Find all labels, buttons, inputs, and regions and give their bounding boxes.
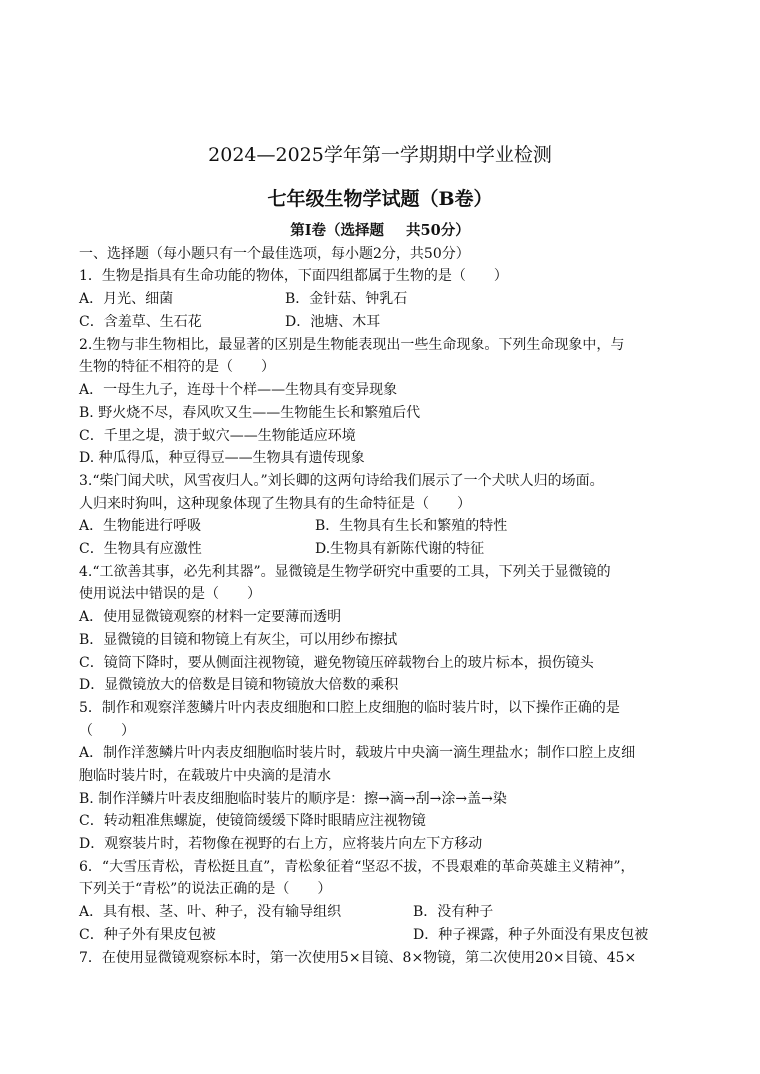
q6-stem-line-2: 下列关于“青松”的说法正确的是（ ） xyxy=(79,881,332,897)
q2-option-a: A．一母生九子，连母十个样——生物具有变异现象 xyxy=(79,382,398,398)
q3-options-row-2 xyxy=(79,539,485,559)
q3-stem-line-2: 人归来时狗叫，这种现象体现了生物具有的生命特征是（ ） xyxy=(79,496,471,512)
q5-stem-line-1: 5．制作和观察洋葱鳞片叶内表皮细胞和口腔上皮细胞的临时装片时，以下操作正确的是 xyxy=(79,700,620,716)
q3-option-a: A．生物能进行呼吸 xyxy=(79,518,202,534)
q1-option-c: C．含羞草、生石花 xyxy=(79,314,202,330)
q1-options-row-1 xyxy=(79,289,408,309)
q3-stem-line-1: 3.“柴门闻犬吠，风雪夜归人。”刘长卿的这两句诗给我们展示了一个犬吠人归的场面。 xyxy=(79,473,604,489)
q2-option-b: B. 野火烧不尽，春风吹又生——生物能生长和繁殖后代 xyxy=(79,405,421,421)
q3-option-b: B．生物具有生长和繁殖的特性 xyxy=(315,518,508,534)
q2-stem-line-1: 2.生物与非生物相比，最显著的区别是生物能表现出一些生命现象。下列生命现象中，与 xyxy=(79,337,625,353)
q4-stem-line-1: 4.“工欲善其事，必先利其器”。显微镜是生物学研究中重要的工具，下列关于显微镜的 xyxy=(79,564,611,580)
paper-title: 七年级生物学试题（B卷） xyxy=(267,188,493,210)
q6-option-c: C．种子外有果皮包被 xyxy=(79,927,216,943)
part-label: 第Ⅰ卷（选择题 xyxy=(290,222,385,239)
q3-option-c: C．生物具有应激性 xyxy=(79,541,202,557)
part-heading xyxy=(0,219,760,240)
q7-stem-line-1: 7．在使用显微镜观察标本时，第一次使用5×目镜、8×物镜，第二次使用20×目镜、45× xyxy=(79,950,637,966)
q6-options-row-1 xyxy=(79,902,494,922)
q4-option-a: A．使用显微镜观察的材料一定要薄而透明 xyxy=(79,609,342,625)
q1-options-row-2 xyxy=(79,312,381,332)
q1-option-b: B．金针菇、钟乳石 xyxy=(285,291,408,307)
q3-options-row-1 xyxy=(79,516,508,536)
q4-option-b: B．显微镜的目镜和物镜上有灰尘，可以用纱布擦拭 xyxy=(79,632,398,648)
q1-option-a: A．月光、细菌 xyxy=(79,291,174,307)
q5-option-d: D．观察装片时，若物像在视野的右上方，应将装片向左下方移动 xyxy=(79,836,483,852)
q1-option-d: D．池塘、木耳 xyxy=(285,314,381,330)
q6-options-row-2 xyxy=(79,925,649,945)
q4-stem-line-2: 使用说法中错误的是（ ） xyxy=(79,586,261,602)
q1-stem: 1．生物是指具有生命功能的物体，下面四组都属于生物的是（ ） xyxy=(79,268,508,284)
part-score: 共50分） xyxy=(406,222,470,239)
q5-option-c: C．转动粗准焦螺旋，使镜筒缓缓下降时眼睛应注视物镜 xyxy=(79,813,426,829)
exam-title: 2024—2025学年第一学期期中学业检测 xyxy=(208,144,552,166)
section-heading: 一、选择题（每小题只有一个最佳选项，每小题2分，共50分） xyxy=(79,246,470,262)
q4-option-c: C．镜筒下降时，要从侧面注视物镜，避免物镜压碎载物台上的玻片标本，损伤镜头 xyxy=(79,655,594,671)
q5-stem-line-2: （ ） xyxy=(79,723,135,739)
q6-stem-line-1: 6．“大雪压青松，青松挺且直”，青松象征着“坚忍不拔，不畏艰难的革命英雄主义精神”， xyxy=(79,859,635,875)
q5-option-a-line-2: 胞临时装片时，在载玻片中央滴的是清水 xyxy=(79,768,331,784)
q2-option-c: C．千里之堤，溃于蚁穴——生物能适应环境 xyxy=(79,428,356,444)
q6-option-d: D．种子裸露，种子外面没有果皮包被 xyxy=(413,927,649,943)
q3-option-d: D.生物具有新陈代谢的特征 xyxy=(315,541,485,557)
q6-option-b: B．没有种子 xyxy=(413,904,494,920)
q6-option-a: A．具有根、茎、叶、种子，没有输导组织 xyxy=(79,904,342,920)
q5-option-b: B. 制作洋鳞片叶表皮细胞临时装片的顺序是：擦→滴→刮→涂→盖→染 xyxy=(79,791,507,807)
q5-option-a-line-1: A．制作洋葱鳞片叶内表皮细胞临时装片时，载玻片中央滴一滴生理盐水；制作口腔上皮细 xyxy=(79,745,636,761)
q2-stem-line-2: 生物的特征不相符的是（ ） xyxy=(79,359,275,375)
q2-option-d: D. 种瓜得瓜，种豆得豆——生物具有遗传现象 xyxy=(79,450,365,466)
q4-option-d: D．显微镜放大的倍数是目镜和物镜放大倍数的乘积 xyxy=(79,677,399,693)
